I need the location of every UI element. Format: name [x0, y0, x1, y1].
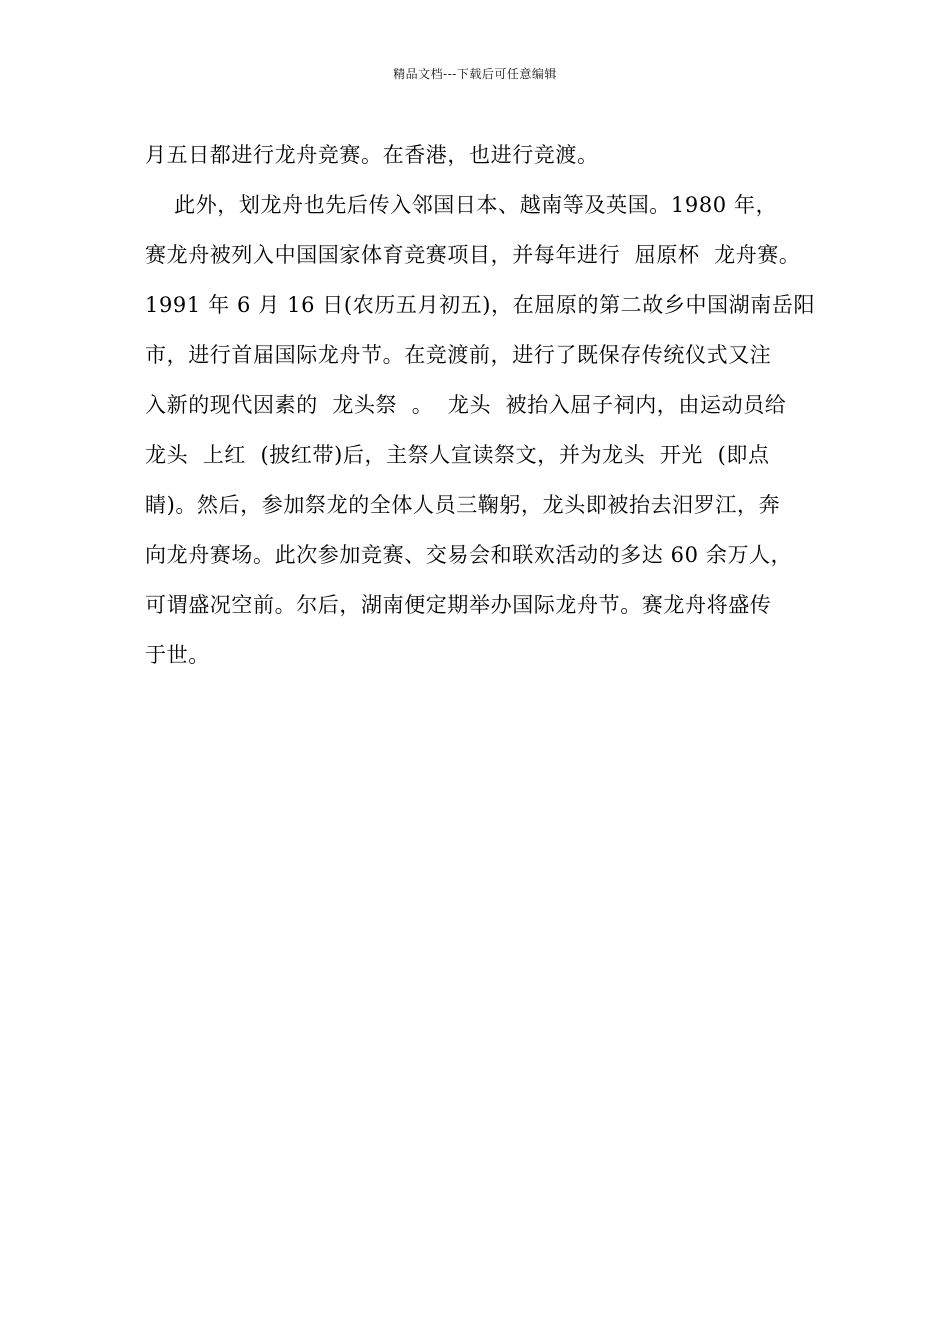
text-line: 月五日都进行龙舟竞赛。在香港，也进行竞渡。 — [145, 143, 599, 167]
text-line: 赛龙舟被列入中国国家体育竞赛项目，并每年进行 屈原杯 龙舟赛。 — [145, 243, 801, 267]
text-line: 可谓盛况空前。尔后，湖南便定期举办国际龙舟节。赛龙舟将盛传 — [145, 593, 772, 617]
text-line: 市，进行首届国际龙舟节。在竞渡前，进行了既保存传统仪式又注 — [145, 343, 772, 367]
text-line: 睛)。然后，参加祭龙的全体人员三鞠躬，龙头即被抬去汨罗江，奔 — [145, 493, 781, 517]
text-line: 于世。 — [145, 643, 210, 667]
body-text — [145, 130, 825, 680]
page-header: 精品文档---下载后可任意编辑 — [393, 67, 557, 81]
text-line: 1991 年 6 月 16 日(农历五月初五)，在屈原的第二故乡中国湖南岳阳 — [145, 293, 816, 317]
text-line: 向龙舟赛场。此次参加竞赛、交易会和联欢活动的多达 60 余万人， — [145, 543, 793, 567]
text-line: 龙头 上红 (披红带)后，主祭人宣读祭文，并为龙头 开光 (即点 — [145, 443, 770, 467]
text-line: 此外，划龙舟也先后传入邻国日本、越南等及英国。1980 年， — [145, 193, 778, 217]
text-line: 入新的现代因素的 龙头祭 。 龙头 被抬入屈子祠内，由运动员给 — [145, 393, 787, 417]
